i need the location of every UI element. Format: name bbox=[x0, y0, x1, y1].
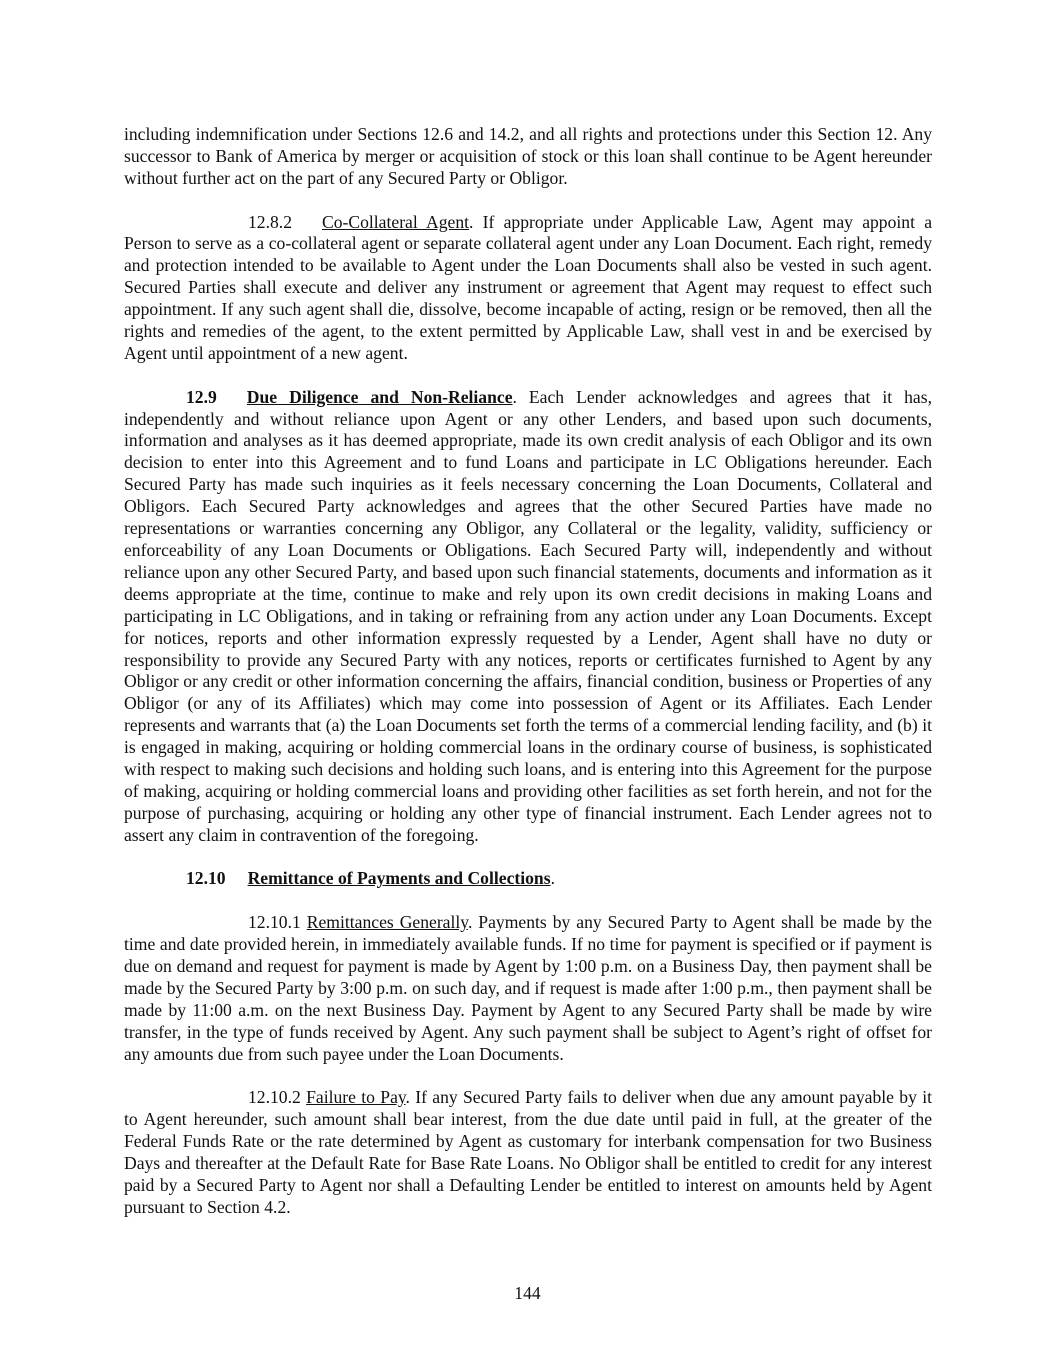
section-body: . If appropriate under Applicable Law, Agent may appoint a Person to serve as a co-collateral agent or separate collateral agent under any Loan Document. Each right, remedy and protection intended to be available to Agent under the Loan Documents shall also be vested in such agent. Secured Parties shall execute and deliver any instrument or agreement that Agent may request to effect such appointment. If any such agent shall die, dissolve, become incapable of acting, resign or be removed, then all the rights and remedies of the agent, to the extent permitted by Applicable Law, shall vest in and be exercised by Agent until appointment of a new agent. bbox=[124, 211, 933, 363]
section-12-8-2 bbox=[124, 212, 932, 365]
section-title: Remittance of Payments and Collections bbox=[247, 868, 551, 889]
section-number: 12.10.2 bbox=[248, 1087, 301, 1108]
section-body: . Payments by any Secured Party to Agent shall be made by the time and date provided herein, in immediately available funds. If no time for payment is specified or if payment is due on demand and request for payment is made by Agent by 1:00 p.m. on a Business Day, then payment shall be made by the Secured Party by 3:00 p.m. on such day, and if request is made after 1:00 p.m., then payment shall be made by 11:00 a.m. on the next Business Day. Payment by Agent to any Secured Party shall be made by wire transfer, in the type of funds received by Agent. Any such payment shall be subject to Agent’s right of offset for any amounts due from such payee under the Loan Documents. bbox=[124, 912, 932, 1064]
paragraph-continuation bbox=[124, 124, 932, 190]
section-number: 12.8.2 bbox=[248, 211, 292, 232]
section-title: Failure to Pay bbox=[306, 1087, 406, 1108]
section-12-10-heading bbox=[124, 868, 932, 890]
section-title: Co-Collateral Agent bbox=[321, 211, 470, 232]
section-12-9 bbox=[124, 387, 932, 847]
section-body: . Each Lender acknowledges and agrees that it has, independently and without reliance upon Agent or any other Lenders, and based upon such documents, information and analyses as it has deemed appropriate, made its own credit analysis of each Obligor and its own decision to enter into this Agreement and to fund Loans and participate in LC Obligations hereunder. Each Secured Party has made such inquiries as it feels necessary concerning the Loan Documents, Collateral and Obligors. Each Secured Party acknowledges and agrees that the other Secured Parties have made no representations or warranties concerning any Obligor, any Collateral or the legality, validity, sufficiency or enforceability of any Loan Documents or Obligations. Each Secured Party will, independently and without reliance upon any other Secured Party, and based upon such financial statements, documents and information as it deems appropriate at the time, continue to make and rely upon its own credit decisions in making Loans and participating in LC Obligations, and in taking or refraining from any action under any Loan Documents. Except for notices, reports and other information expressly requested by a Lender, Agent shall have no duty or responsibility to provide any Secured Party with any notices, reports or certificates furnished to Agent by any Obligor or any credit or other information concerning the affairs, financial condition, business or Properties of any Obligor (or any of its Affiliates) which may come into possession of Agent or its Affiliates. Each Lender represents and warrants that (a) the Loan Documents set forth the terms of a commercial lending facility, and (b) it is engaged in making, acquiring or holding commercial loans in the ordinary course of business, is sophisticated with respect to making such decisions and holding such loans, and is entering into this Agreement for the purpose of making, acquiring or holding commercial loans and providing other facilities as set forth herein, and not for the purpose of purchasing, acquiring or holding any other type of financial instrument. Each Lender agrees not to assert any claim in contravention of the foregoing. bbox=[124, 386, 932, 845]
section-12-10-1 bbox=[124, 912, 932, 1065]
section-number: 12.10.1 bbox=[248, 912, 301, 933]
section-title: Due Diligence and Non-Reliance bbox=[246, 386, 513, 407]
section-number: 12.10 bbox=[186, 868, 226, 889]
section-number: 12.9 bbox=[186, 386, 217, 407]
section-12-10-2 bbox=[124, 1087, 932, 1218]
paragraph-text: including indemnification under Sections 12.6 and 14.2, and all rights and protections under this Section 12. Any successor to Bank of America by merger or acquisition of stock or this loan shall continue to be Agent hereunder without further act on the part of any Secured Party or Obligor. bbox=[124, 124, 932, 188]
section-body: . If any Secured Party fails to deliver when due any amount payable by it to Agent hereunder, such amount shall bear interest, from the due date until paid in full, at the greater of the Federal Funds Rate or the rate determined by Agent as customary for interbank compensation for two Business Days and thereafter at the Default Rate for Base Rate Loans. No Obligor shall be entitled to credit for any interest paid by a Secured Party to Agent nor shall a Defaulting Lender be entitled to interest on amounts held by Agent pursuant to Section 4.2. bbox=[124, 1087, 932, 1217]
document-page bbox=[124, 124, 932, 1241]
page-number: 144 bbox=[514, 1283, 541, 1303]
section-title: Remittances Generally bbox=[306, 912, 468, 933]
section-title-period: . bbox=[550, 868, 555, 889]
